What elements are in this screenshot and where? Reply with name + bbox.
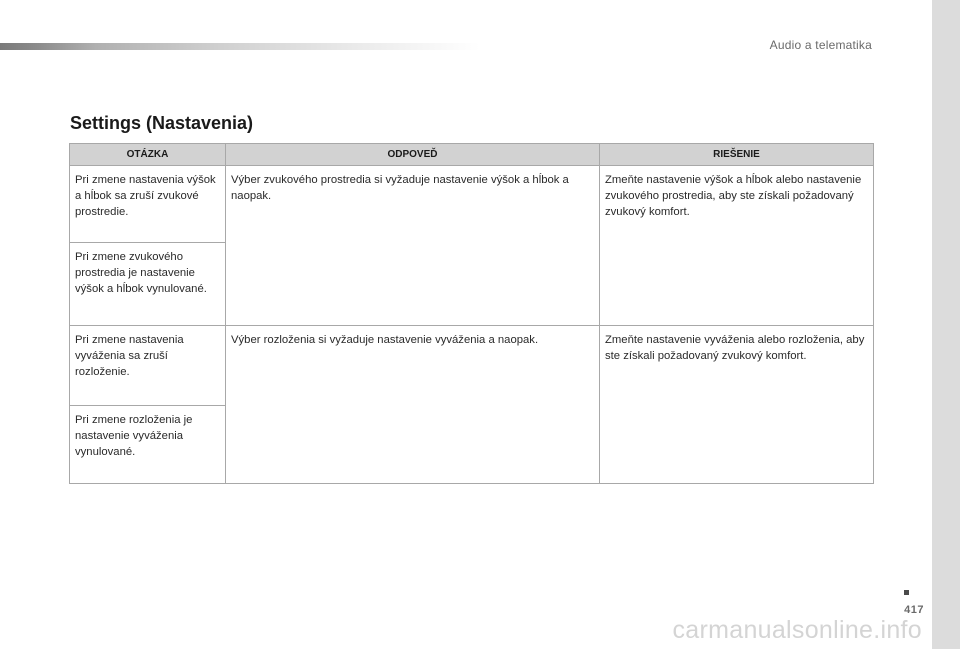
faq-table [69,143,874,484]
table-header-row [70,144,874,166]
side-margin-band [932,0,960,649]
page-title: Settings (Nastavenia) [70,113,254,133]
table-row [70,166,874,243]
page-number: 417 [904,604,924,616]
solution-cell: Zmeňte nastavenie vyváženia alebo rozloženia, aby ste získali požadovaný zvukový komfort. [600,326,874,484]
header-gradient-bar [0,43,480,50]
column-header-answer: ODPOVEĎ [226,144,600,166]
table-row [70,326,874,406]
answer-cell: Výber rozloženia si vyžaduje nastavenie vyváženia a naopak. [226,326,600,484]
section-label: Audio a telematika [769,38,872,52]
question-cell: Pri zmene nastavenia výšok a hĺbok sa zruší zvukové prostredie. [70,166,226,243]
watermark: carmanualsonline.info [672,616,922,644]
page-marker-square-icon [904,590,909,595]
column-header-question: OTÁZKA [70,144,226,166]
question-cell: Pri zmene rozloženia je nastavenie vyváženia vynulované. [70,406,226,484]
question-cell: Pri zmene nastavenia vyváženia sa zruší rozloženie. [70,326,226,406]
solution-cell: Zmeňte nastavenie výšok a hĺbok alebo nastavenie zvukového prostredia, aby ste získali požadovaný zvukový komfort. [600,166,874,326]
answer-cell: Výber zvukového prostredia si vyžaduje nastavenie výšok a hĺbok a naopak. [226,166,600,326]
column-header-solution: RIEŠENIE [600,144,874,166]
question-cell: Pri zmene zvukového prostredia je nastavenie výšok a hĺbok vynulované. [70,243,226,326]
